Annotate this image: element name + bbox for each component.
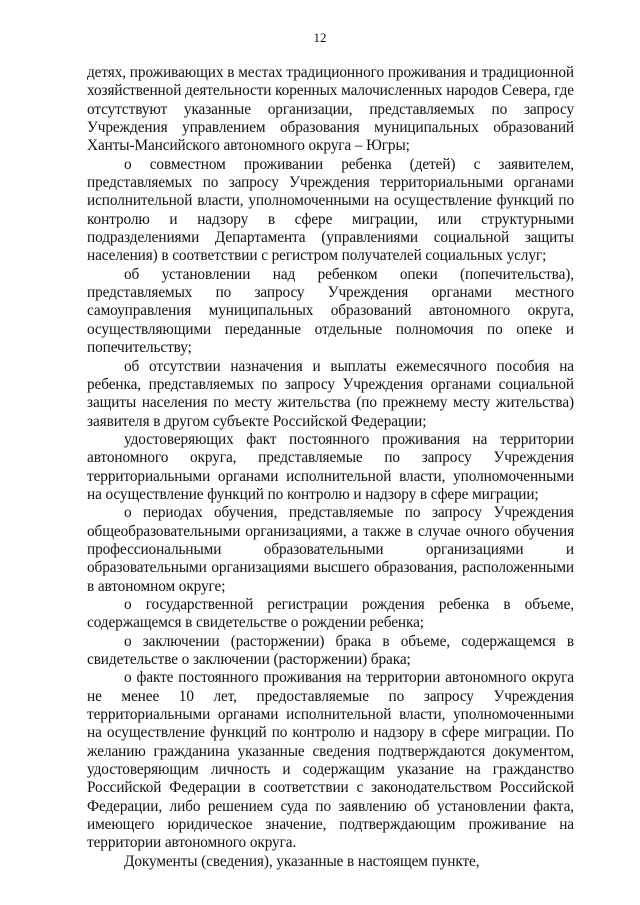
paragraph-1: детях, проживающих в местах традиционного проживания и традиционной хозяйственной деятельности коренных малочисленных народов Севера, где отсутствуют указанные организации, представляемых по запросу Учреждения управлением образования муниципальных образований Ханты-Мансийского автономного округа – Югры; xyxy=(87,64,574,155)
paragraph-7: о государственной регистрации рождения ребенка в объеме, содержащемся в свидетельстве о рождении ребенка; xyxy=(87,595,574,632)
paragraph-4: об отсутствии назначения и выплаты ежемесячного пособия на ребенка, представляемых по запросу Учреждения органами социальной защиты населения по месту жительства (по прежнему месту жительства) заявителя в другом субъекте Российской Федерации; xyxy=(87,357,574,430)
paragraph-6: о периодах обучения, представляемые по запросу Учреждения общеобразовательными организациями, а также в случае очного обучения профессиональными образовательными организациями и образовательными организациями высшего образования, расположенными в автономном округе; xyxy=(87,504,574,595)
paragraph-5: удостоверяющих факт постоянного проживания на территории автономного округа, представляемые по запросу Учреждения территориальными органами исполнительной власти, уполномоченными на осуществление функций по контролю и надзору в сфере миграции; xyxy=(87,430,574,503)
paragraph-10: Документы (сведения), указанные в настоящем пункте, xyxy=(124,852,480,870)
paragraph-2: о совместном проживании ребенка (детей) с заявителем, представляемых по запросу Учреждения территориальными органами исполнительной власти, уполномоченными на осуществление функций по контролю и надзору в сфере миграции, или структурными подразделениями Департамента (управлениями социальной защиты населения) в соответствии с регистром получателей социальных услуг; xyxy=(87,155,574,265)
paragraph-9: о факте постоянного проживания на территории автономного округа не менее 10 лет, предоставляемые по запросу Учреждения территориальными органами исполнительной власти, уполномоченными на осуществление функций по контролю и надзору в сфере миграции. По желанию гражданина указанные сведения подтверждаются документом, удостоверяющим личность и содержащим указание на гражданство Российской Федерации в соответствии с законодательством Российской Федерации, либо решением суда по заявлению об установлении факта, имеющего юридическое значение, подтверждающим проживание на территории автономного округа. xyxy=(87,669,574,852)
page-number: 12 xyxy=(313,30,327,45)
paragraph-3: об установлении над ребенком опеки (попечительства), представляемых по запросу Учреждения органами местного самоуправления муниципальных образований автономного округа, осуществляющими переданные отдельные полномочия по опеке и попечительству; xyxy=(87,265,574,357)
paragraph-8: о заключении (расторжении) брака в объеме, содержащемся в свидетельстве о заключении (расторжении) брака; xyxy=(87,632,574,668)
document-body xyxy=(87,64,574,871)
